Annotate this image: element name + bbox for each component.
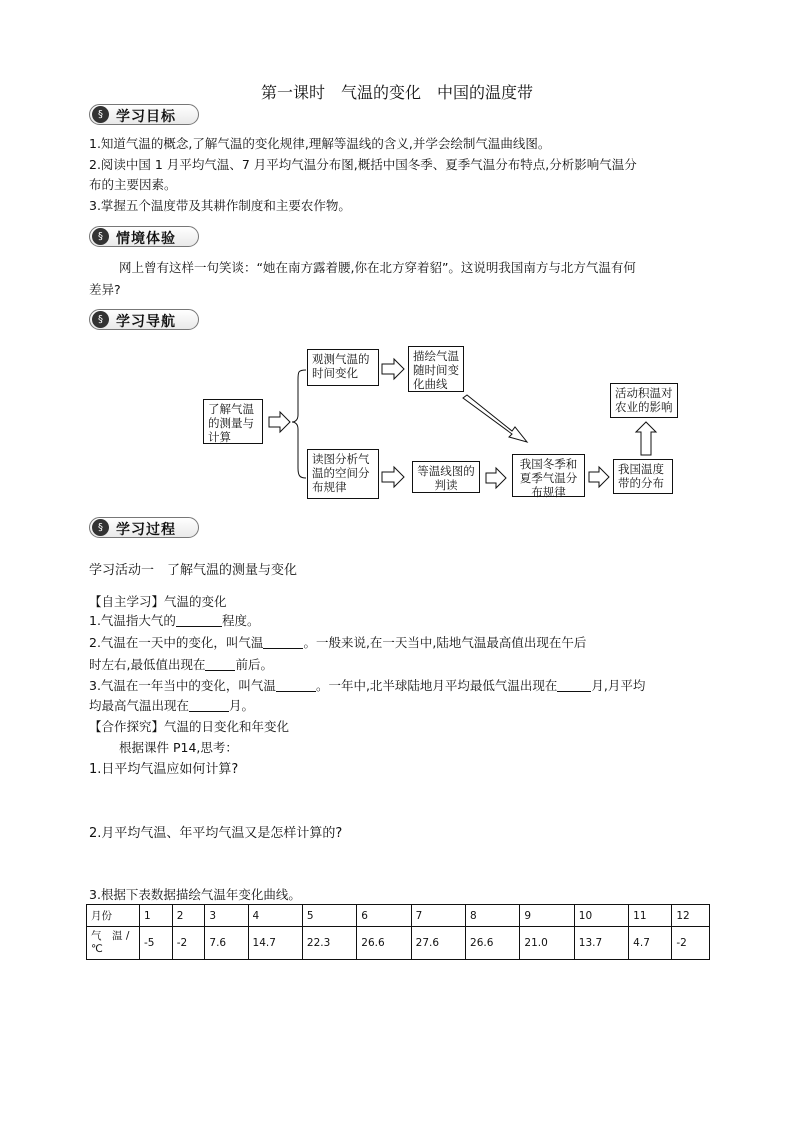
- table-cell: -2: [672, 927, 710, 960]
- book-icon: §: [92, 228, 109, 245]
- objective-line: 1.知道气温的概念,了解气温的变化规律,理解等温线的含义,并学会绘制气温曲线图。: [89, 136, 551, 151]
- row-header: 气 温 /℃: [87, 927, 140, 960]
- answer-blank[interactable]: [176, 612, 222, 627]
- answer-blank[interactable]: [276, 677, 316, 692]
- flow-node-time-change: 观测气温的时间变化: [307, 349, 379, 386]
- table-row: [87, 927, 710, 960]
- section-badge-process: [89, 517, 199, 538]
- table-cell: 11: [629, 905, 672, 927]
- section-label: 学习导航: [116, 314, 176, 330]
- book-icon: §: [92, 519, 109, 536]
- self-study-heading: 【自主学习】气温的变化: [89, 594, 227, 609]
- cooperate-question-2: 2.月平均气温、年平均气温又是怎样计算的?: [89, 826, 343, 841]
- section-label: 学习目标: [116, 109, 176, 125]
- table-cell: 22.3: [302, 927, 356, 960]
- flow-node-winter-summer: 我国冬季和夏季气温分布规律: [512, 454, 585, 497]
- activity-title: 学习活动一 了解气温的测量与变化: [89, 563, 298, 578]
- answer-blank[interactable]: [189, 697, 229, 712]
- table-cell: 8: [466, 905, 520, 927]
- table-cell: 21.0: [520, 927, 574, 960]
- flow-node-measure: 了解气温的测量与计算: [203, 399, 263, 444]
- objective-line: 布的主要因素。: [89, 177, 177, 192]
- temperature-table: [86, 904, 710, 960]
- flow-node-draw-curve: 描绘气温随时间变化曲线: [408, 346, 464, 392]
- cooperate-question-1: 1.日平均气温应如何计算?: [89, 762, 239, 777]
- answer-blank[interactable]: [557, 677, 591, 692]
- table-cell: 26.6: [466, 927, 520, 960]
- flow-node-accumulated-temperature: 活动积温对农业的影响: [610, 383, 678, 418]
- cooperate-question-3: 3.根据下表数据描绘气温年变化曲线。: [89, 887, 301, 902]
- table-cell: 13.7: [574, 927, 628, 960]
- table-cell: 7.6: [205, 927, 248, 960]
- table-cell: 3: [205, 905, 248, 927]
- table-cell: 14.7: [248, 927, 302, 960]
- cooperate-heading: 【合作探究】气温的日变化和年变化: [89, 719, 290, 734]
- situation-text: 网上曾有这样一句笑谈：“她在南方露着腰,你在北方穿着貂”。这说明我国南方与北方气温有何: [119, 260, 636, 275]
- section-label: 学习过程: [116, 522, 176, 538]
- answer-blank[interactable]: [205, 656, 235, 671]
- cooperate-intro: 根据课件 P14,思考：: [119, 740, 238, 755]
- book-icon: §: [92, 106, 109, 123]
- question-3-cont: 均最高气温出现在 月。: [89, 698, 255, 713]
- table-cell: 26.6: [357, 927, 411, 960]
- question-2-cont: 时左右,最低值出现在 前后。: [89, 657, 273, 672]
- table-cell: 6: [357, 905, 411, 927]
- table-cell: 4.7: [629, 927, 672, 960]
- flow-node-temperature-zones: 我国温度带的分布: [613, 459, 673, 494]
- flow-node-spatial-distribution: 读图分析气温的空间分布规律: [307, 449, 379, 499]
- table-cell: 5: [302, 905, 356, 927]
- table-cell: 27.6: [411, 927, 465, 960]
- table-cell: 12: [672, 905, 710, 927]
- flow-node-isotherm: 等温线图的判读: [412, 461, 480, 493]
- objective-line: 3.掌握五个温度带及其耕作制度和主要农作物。: [89, 198, 351, 213]
- answer-blank[interactable]: [263, 634, 303, 649]
- situation-text: 差异?: [89, 282, 121, 297]
- table-cell: 2: [172, 905, 205, 927]
- page-title: 第一课时 气温的变化 中国的温度带: [260, 83, 533, 102]
- objective-line: 2.阅读中国 1 月平均气温、7 月平均气温分布图,概括中国冬季、夏季气温分布特点,分析影响气温分: [89, 157, 637, 172]
- table-cell: 4: [248, 905, 302, 927]
- table-row: [87, 905, 710, 927]
- table-cell: 9: [520, 905, 574, 927]
- table-cell: -2: [172, 927, 205, 960]
- book-icon: §: [92, 311, 109, 328]
- question-1: 1.气温指大气的 程度。: [89, 613, 260, 628]
- row-header: 月份: [87, 905, 140, 927]
- table-cell: 1: [140, 905, 173, 927]
- table-cell: 7: [411, 905, 465, 927]
- table-cell: 10: [574, 905, 628, 927]
- question-3: 3.气温在一年当中的变化，叫气温 。一年中,北半球陆地月平均最低气温出现在 月,月平均: [89, 678, 646, 693]
- question-2: 2.气温在一天中的变化，叫气温 。一般来说,在一天当中,陆地气温最高值出现在午后: [89, 635, 587, 650]
- table-cell: -5: [140, 927, 173, 960]
- section-label: 情境体验: [116, 231, 176, 247]
